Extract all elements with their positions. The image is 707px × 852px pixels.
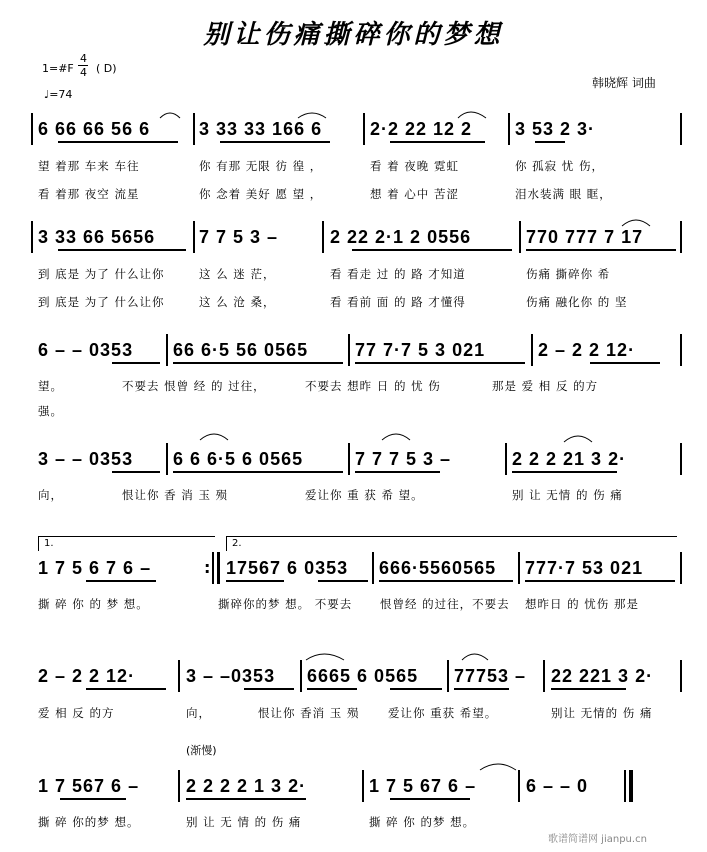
lyric: 看 着那 夜空 流星: [38, 187, 140, 201]
measure: 6 – – 0: [526, 776, 589, 796]
measure: 2·2 22 12 2: [370, 119, 473, 139]
original-key: ( D): [96, 62, 117, 75]
lyric: 爱让你 重 获 希 望。: [305, 488, 424, 502]
lyric: 爱让你 重获 希望。: [388, 706, 498, 720]
tempo-change: (渐慢): [186, 744, 217, 757]
lyric: 你 有那 无限 彷 徨 ，: [199, 159, 323, 173]
lyric: 看 看走 过 的 路 才知道: [330, 267, 466, 281]
measure: 3 33 66 5656: [38, 227, 156, 247]
measure: 6 – – 0353: [38, 340, 134, 360]
lyric: 这 么 沧 桑，: [199, 295, 276, 309]
second-ending-label: 2.: [232, 538, 242, 549]
lyric: 别 让 无 情 的 伤 痛: [186, 815, 302, 829]
measure: 3 33 33 166 6: [199, 119, 323, 139]
measure: 22 221 3 2·: [551, 666, 654, 686]
measure: 770 777 7 17: [526, 227, 644, 247]
measure: 66 6·5 56 0565: [173, 340, 309, 360]
slur: [200, 434, 228, 440]
lyric: 你 念着 美好 愿 望 ，: [199, 187, 323, 201]
measure: 77 7·7 5 3 021: [355, 340, 486, 360]
lyric: 撕碎你的梦 想。 不要去: [218, 597, 353, 611]
tempo-marking: ♩=74: [44, 88, 73, 101]
lyric: 恨让你 香消 玉 殒: [258, 706, 360, 720]
slur: [306, 654, 344, 660]
lyric: 这 么 迷 茫，: [199, 267, 276, 281]
lyric: 想 着 心中 苦涩: [370, 187, 459, 201]
slur: [462, 654, 488, 660]
measure: 6 6 6·5 6 0565: [173, 449, 304, 469]
measure: 777·7 53 021: [525, 558, 644, 578]
slur: [298, 113, 326, 118]
lyric: 撕 碎 你的梦 想。: [38, 815, 140, 829]
measure: 2 22 2·1 2 0556: [330, 227, 472, 247]
slur: [564, 436, 592, 442]
measure: 2 2 2 21 3 2·: [512, 449, 627, 469]
lyric: 向，: [38, 488, 63, 502]
lyric: 到 底是 为了 什么让你: [38, 295, 165, 309]
lyric: 强。: [38, 404, 63, 418]
measure: 7 7 5 3 –: [199, 227, 279, 247]
lyric: 不要去 恨曾 经 的 过往，: [122, 379, 266, 393]
time-signature-top: 4: [80, 52, 87, 65]
lyric: 望 着那 车来 车往: [38, 159, 140, 173]
lyric: 看 看前 面 的 路 才懂得: [330, 295, 466, 309]
measure: 3 53 2 3·: [515, 119, 596, 139]
measure: 666·5560565: [379, 558, 497, 578]
lyric: 那是 爱 相 反 的方: [492, 379, 599, 393]
lyric: 你 孤寂 忧 伤，: [515, 159, 604, 173]
lyric: 别让 无情的 伤 痛: [551, 706, 653, 720]
lyric: 向，: [186, 706, 211, 720]
measure: 2 – 2 2 12·: [38, 666, 136, 686]
measure: 77753 –: [454, 666, 527, 686]
lyric: 别 让 无情 的 伤 痛: [512, 488, 623, 502]
key-signature: 1=#F: [42, 62, 74, 75]
time-signature-bottom: 4: [80, 66, 87, 79]
lyric: 撕 碎 你 的梦 想。: [369, 815, 476, 829]
lyric: 望。: [38, 379, 63, 393]
repeat-dots: :: [204, 558, 211, 577]
measure: 3 – –0353: [186, 666, 276, 686]
slur: [382, 434, 410, 440]
lyric: 恨曾经 的过往，不要去: [380, 597, 510, 611]
first-ending-label: 1.: [44, 538, 54, 549]
measure: 1 7 567 6 –: [38, 776, 140, 796]
slur: [622, 220, 650, 226]
watermark: 歌谱简谱网 jianpu.cn: [548, 834, 647, 845]
lyric: 爱 相 反 的方: [38, 706, 115, 720]
lyric: 想昨日 的 忧伤 那是: [525, 597, 639, 611]
lyric: 撕 碎 你 的 梦 想。: [38, 597, 149, 611]
lyric: 到 底是 为了 什么让你: [38, 267, 165, 281]
lyric: 看 着 夜晚 霓虹: [370, 159, 459, 173]
lyric: 伤痛 撕碎你 希: [526, 267, 611, 281]
lyric: 泪水装满 眼 眶，: [515, 187, 612, 201]
slur: [458, 112, 486, 118]
lyric: 恨让你 香 消 玉 殒: [122, 488, 229, 502]
measure: 1 7 5 6 7 6 –: [38, 558, 152, 578]
measure: 1 7 5 67 6 –: [369, 776, 477, 796]
measure: 6 66 66 56 6: [38, 119, 151, 139]
measure: 2 – 2 2 12·: [538, 340, 636, 360]
song-title: 别让伤痛撕碎你的梦想: [203, 20, 504, 50]
lyric: 不要去 想昨 日 的 忧 伤: [305, 379, 441, 393]
measure: 6665 6 0565: [307, 666, 419, 686]
credits: 韩晓辉 词曲: [592, 76, 656, 90]
measure: 3 – – 0353: [38, 449, 134, 469]
measure: 7 7 7 5 3 –: [355, 449, 452, 469]
measure: 17567 6 0353: [226, 558, 349, 578]
measure: 2 2 2 2 1 3 2·: [186, 776, 307, 796]
slur: [480, 764, 516, 770]
lyric: 伤痛 融化你 的 坚: [526, 295, 628, 309]
slur: [160, 113, 180, 118]
